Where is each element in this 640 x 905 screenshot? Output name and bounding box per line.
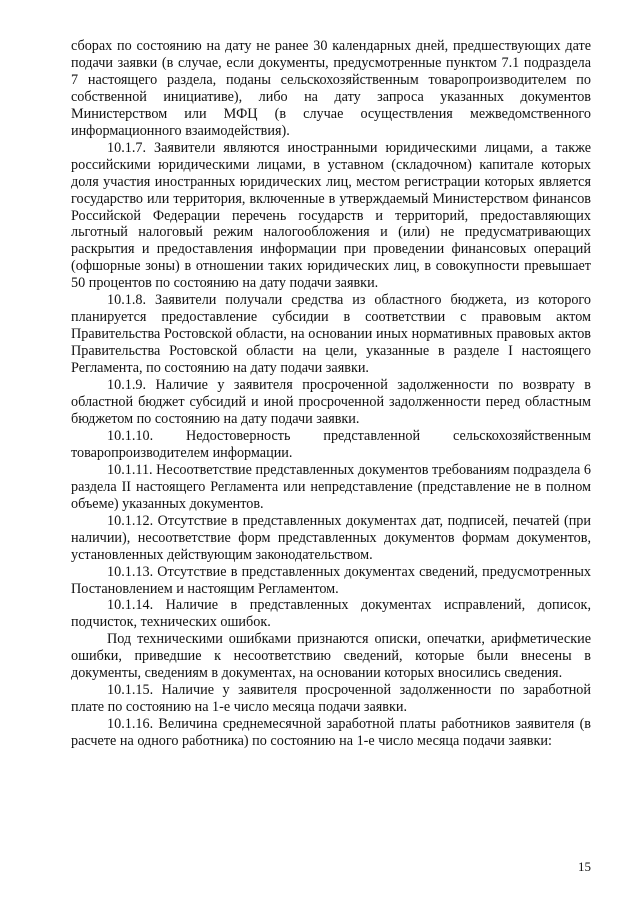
paragraph-10-1-8: 10.1.8. Заявители получали средства из областного бюджета, из которого планируется предоставление субсидии в соответствии с правовым актом Правительства Ростовской области, на основании иных нормативных правовых актов Правительства Ростовской области на цели, указанные в разделе I настоящего Регламента, по состоянию на дату подачи заявки.	[71, 292, 591, 377]
paragraph-10-1-12: 10.1.12. Отсутствие в представленных документах дат, подписей, печатей (при наличии), несоответствие форм представленных документов формам документов, установленных действующим законодательством.	[71, 512, 591, 563]
paragraph-10-1-14: 10.1.14. Наличие в представленных документах исправлений, дописок, подчисток, технических ошибок.	[71, 597, 591, 631]
page-number: 15	[578, 859, 591, 874]
paragraph-10-1-13: 10.1.13. Отсутствие в представленных документах сведений, предусмотренных Постановлением и настоящим Регламентом.	[71, 563, 591, 597]
paragraph-10-1-16: 10.1.16. Величина среднемесячной заработной платы работников заявителя (в расчете на одного работника) по состоянию на 1-е число месяца подачи заявки:	[71, 716, 591, 750]
paragraph-10-1-15: 10.1.15. Наличие у заявителя просроченной задолженности по заработной плате по состоянию на 1-е число месяца подачи заявки.	[71, 682, 591, 716]
paragraph-technical-errors: Под техническими ошибками признаются описки, опечатки, арифметические ошибки, приведшие к несоответствию сведений, которые были внесены в документы, сведениям в документах, на основании которых вносились сведения.	[71, 631, 591, 682]
paragraph-continuation: сборах по состоянию на дату не ранее 30 календарных дней, предшествующих дате подачи заявки (в случае, если документы, предусмотренные пунктом 7.1 подраздела 7 настоящего раздела, поданы сельскохозяйственным товаропроизводителем по собственной инициативе), либо на дату запроса указанных документов Министерством или МФЦ (в случае осуществления межведомственного информационного взаимодействия).	[71, 38, 591, 139]
document-body	[71, 38, 591, 750]
paragraph-10-1-10: 10.1.10. Недостоверность представленной сельскохозяйственным товаропроизводителем информации.	[71, 427, 591, 461]
paragraph-10-1-7: 10.1.7. Заявители являются иностранными юридическими лицами, а также российскими юридическими лицами, в уставном (складочном) капитале которых доля участия иностранных юридических лиц, местом регистрации которых является государство или территория, включенные в утверждаемый Министерством финансов Российской Федерации перечень государств и территорий, предоставляющих льготный налоговый режим налогообложения и (или) не предусматривающих раскрытия и предоставления информации при проведении финансовых операций (офшорные зоны) в отношении таких юридических лиц, в совокупности превышает 50 процентов по состоянию на дату подачи заявки.	[71, 139, 591, 292]
paragraph-10-1-11: 10.1.11. Несоответствие представленных документов требованиям подраздела 6 раздела II настоящего Регламента или непредставление (представление не в полном объеме) указанных документов.	[71, 461, 591, 512]
paragraph-10-1-9: 10.1.9. Наличие у заявителя просроченной задолженности по возврату в областной бюджет субсидий и иной просроченной задолженности перед областным бюджетом по состоянию на дату подачи заявки.	[71, 377, 591, 427]
